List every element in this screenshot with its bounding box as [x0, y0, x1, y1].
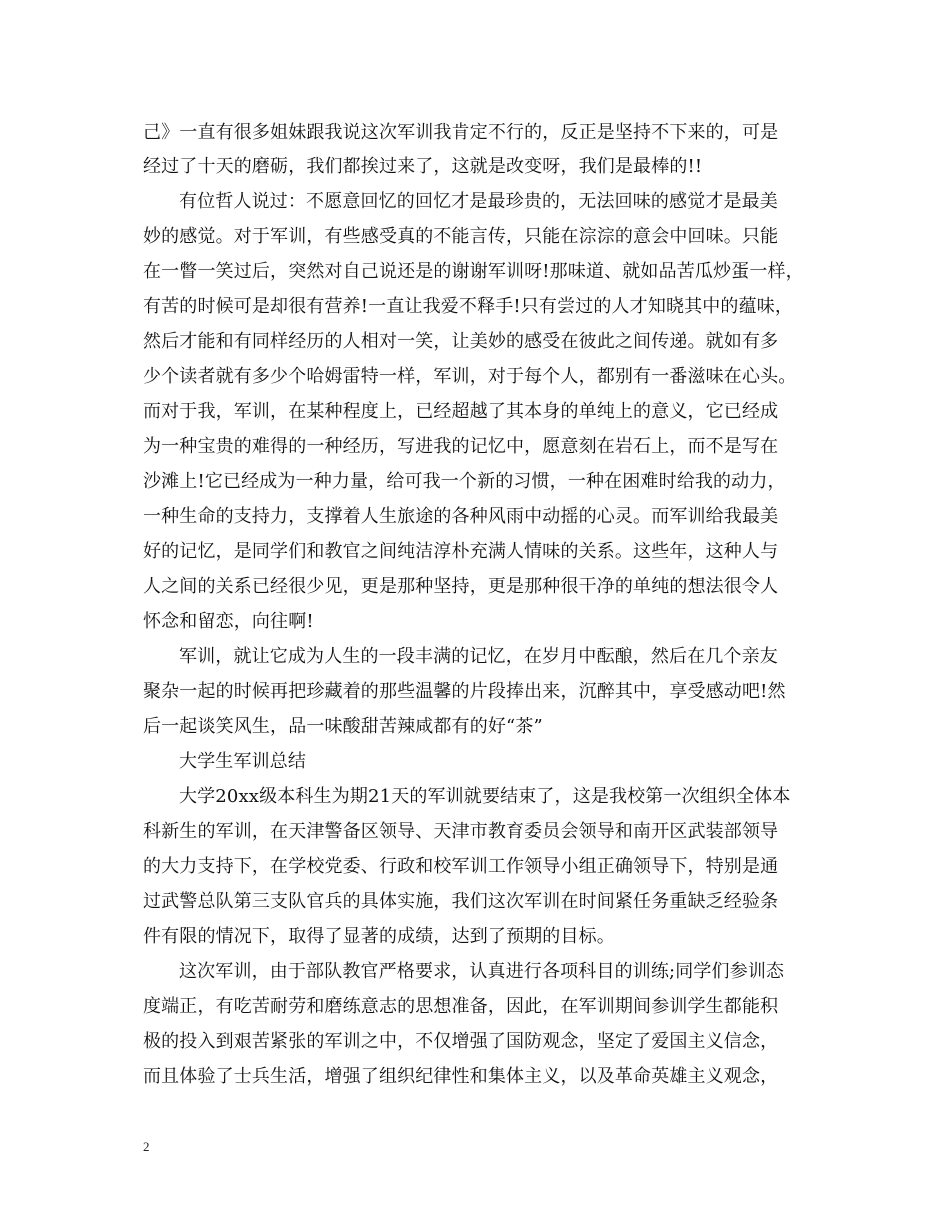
- text-line: 有苦的时候可是却很有营养!一直让我爱不释手!只有尝过的人才知晓其中的蕴味，: [143, 296, 794, 317]
- text-line: 少个读者就有多少个哈姆雷特一样，军训，对于每个人，都别有一番滋味在心头。: [143, 366, 797, 387]
- text-line: 聚杂一起的时候再把珍藏着的那些温馨的片段捧出来，沉醉其中，享受感动吧!然: [143, 681, 786, 702]
- text-line: 己》一直有很多姐妹跟我说这次军训我肯定不行的，反正是坚持不下来的，可是: [143, 122, 779, 143]
- text-line: 大学生军训总结: [179, 751, 307, 772]
- text-line: 过武警总队第三支队官兵的具体实施，我们这次军训在时间紧任务重缺乏经验条: [143, 891, 779, 912]
- text-line: 而且体验了士兵生活，增强了组织纪律性和集体主义，以及革命英雄主义观念，: [143, 1066, 779, 1087]
- text-line: 一种生命的支持力，支撑着人生旅途的各种风雨中动摇的心灵。而军训给我最美: [143, 506, 779, 527]
- text-line: 这次军训，由于部队教官严格要求，认真进行各项科目的训练;同学们参训态: [179, 961, 785, 982]
- text-line: 极的投入到艰苦紧张的军训之中，不仅增强了国防观念，坚定了爱国主义信念，: [143, 1031, 779, 1052]
- text-line: 然后才能和有同样经历的人相对一笑，让美妙的感受在彼此之间传递。就如有多: [143, 331, 779, 352]
- text-line: 军训，就让它成为人生的一段丰满的记忆，在岁月中酝酿，然后在几个亲友: [179, 646, 778, 667]
- text-line: 在一瞥一笑过后，突然对自己说还是的谢谢军训呀!那味道、就如品苦瓜炒蛋一样，: [143, 261, 804, 282]
- text-line: 的大力支持下，在学校党委、行政和校军训工作领导小组正确领导下，特别是通: [143, 856, 779, 877]
- text-line: 有位哲人说过：不愿意回忆的回忆才是最珍贵的，无法回味的感觉才是最美: [179, 191, 778, 212]
- text-line: 度端正，有吃苦耐劳和磨练意志的思想准备，因此，在军训期间参训学生都能积: [143, 996, 779, 1017]
- text-line: 沙滩上!它已经成为一种力量，给可我一个新的习惯，一种在困难时给我的动力，: [143, 471, 786, 492]
- text-line: 件有限的情况下，取得了显著的成绩，达到了预期的目标。: [143, 926, 615, 947]
- text-line: 大学20xx级本科生为期21天的军训就要结束了，这是我校第一次组织全体本: [179, 786, 791, 807]
- text-line: 经过了十天的磨砺，我们都挨过来了，这就是改变呀，我们是最棒的!!: [143, 156, 703, 177]
- text-line: 而对于我，军训，在某种程度上，已经超越了其本身的单纯上的意义，它已经成: [143, 401, 779, 422]
- text-line: 后一起谈笑风生，品一味酸甜苦辣咸都有的好“茶”: [143, 716, 543, 737]
- text-line: 好的记忆，是同学们和教官之间纯洁淳朴充满人情味的关系。这些年，这种人与: [143, 541, 779, 562]
- text-line: 怀念和留恋，向往啊!: [143, 611, 314, 632]
- page-number: 2: [143, 1139, 150, 1154]
- text-line: 为一种宝贵的难得的一种经历，写进我的记忆中，愿意刻在岩石上，而不是写在: [143, 436, 779, 457]
- text-line: 妙的感觉。对于军训，有些感受真的不能言传，只能在淙淙的意会中回味。只能: [143, 226, 779, 247]
- text-line: 人之间的关系已经很少见，更是那种坚持，更是那种很干净的单纯的想法很令人: [143, 576, 779, 597]
- text-line: 科新生的军训，在天津警备区领导、天津市教育委员会领导和南开区武装部领导: [143, 821, 779, 842]
